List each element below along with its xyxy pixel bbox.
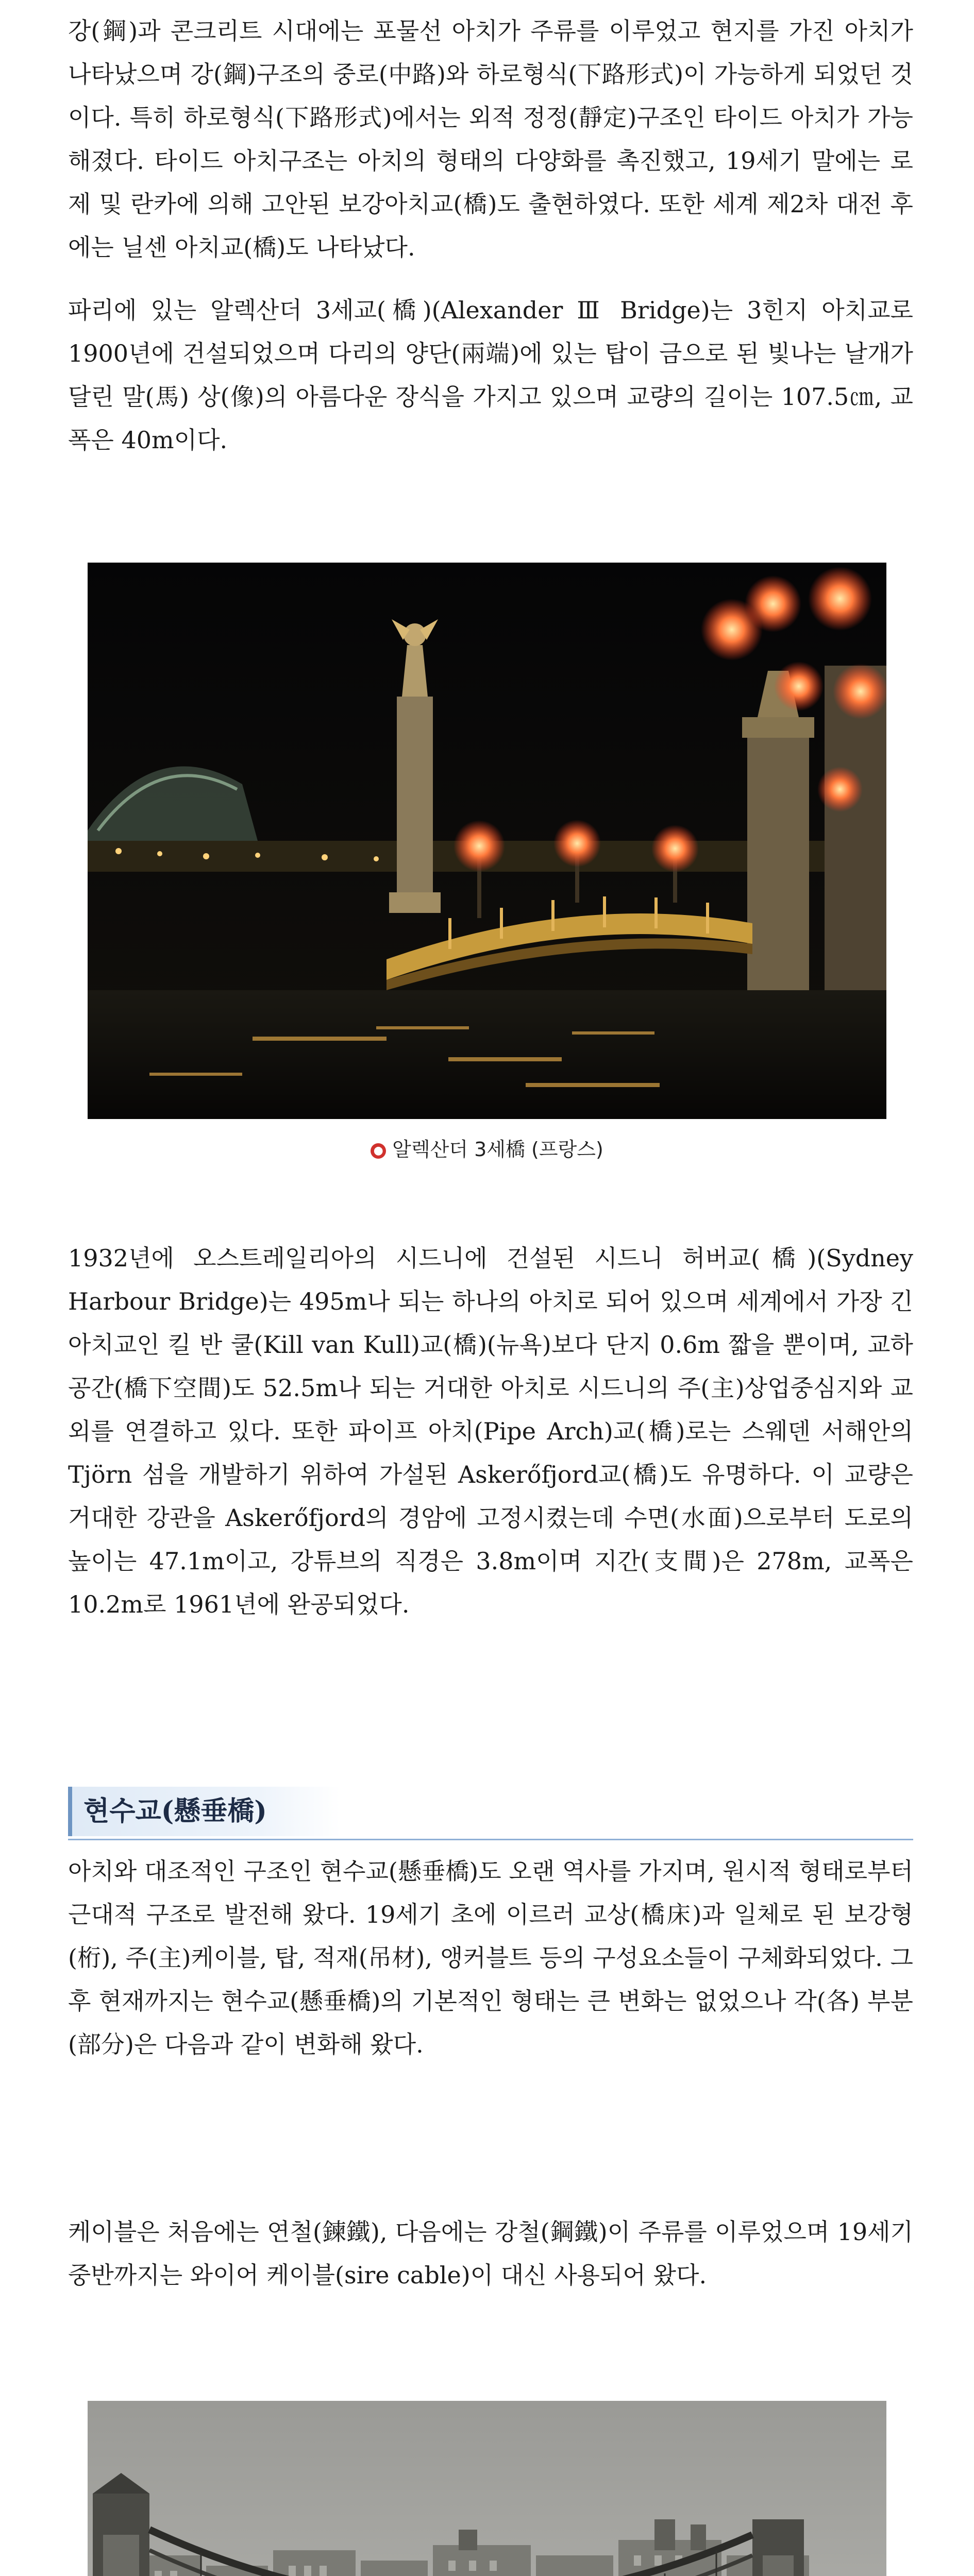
alexander-bridge-caption — [0, 1133, 974, 1162]
paragraph-arch-history: 강(鋼)과 콘크리트 시대에는 포물선 아치가 주류를 이루었고 현지를 가진 아치가 나타났으며 강(鋼)구조의 중로(中路)와 하로형식(下路形式)이 가능하게 되었던 것이다. 특히 하로형식(下路形式)에서는 외적 정정(靜定)구조인 타이드 아치가 가능해졌다. 타이드 아치구조는 아치의 형태의 다양화를 촉진했고, 19세기 말에는 로제 및 란카에 의해 고안된 보강아치교(橋)도 출현하였다. 또한 세계 제2차 대전 후에는 닐센 아치교(橋)도 나타났다. — [68, 17, 913, 261]
section-heading-suspension — [68, 1783, 913, 1840]
budapest-bridge-photo — [88, 2401, 886, 2576]
paragraph-alexander-bridge: 파리에 있는 알렉산더 3세교(橋)(Alexander Ⅲ Bridge)는 3힌지 아치교로 1900년에 건설되었으며 다리의 양단(兩端)에 있는 탑이 금으로 된 빛나는 날개가 달린 말(馬) 상(像)의 아름다운 장식을 가지고 있으며 교량의 길이는 107.5㎝, 교폭은 40m이다. — [68, 296, 913, 454]
chain-bridge-illustration — [88, 2401, 886, 2576]
paragraph-cables: 케이블은 처음에는 연철(鍊鐵), 다음에는 강철(鋼鐵)이 주류를 이루었으며 19세기 중반까지는 와이어 케이블(sire cable)이 대신 사용되어 왔다. — [68, 2218, 913, 2289]
paragraph-suspension-history: 아치와 대조적인 구조인 현수교(懸垂橋)도 오랜 역사를 가지며, 원시적 형태로부터 근대적 구조로 발전해 왔다. 19세기 초에 이르러 교상(橋床)과 일체로 된 보강형(桁), 주(主)케이블, 탑, 적재(吊材), 앵커블트 등의 구성요소들이 구체화되었다. 그 후 현재까지는 현수교(懸垂橋)의 기본적인 형태는 큰 변화는 없었으나 각(各) 부분(部分)은 다음과 같이 변화해 왔다. — [68, 1857, 913, 2058]
paragraph-sydney-harbour: 1932년에 오스트레일리아의 시드니에 건설된 시드니 허버교(橋)(Sydney Harbour Bridge)는 495m나 되는 하나의 아치로 되어 있으며 세계에서 가장 긴 아치교인 킬 반 쿨(Kill van Kull)교(橋)(뉴욕)보다 단지 0.6m 짧을 뿐이며, 교하공간(橋下空間)도 52.5m나 되는 거대한 아치로 시드니의 주(主)상업중심지와 교외를 연결하고 있다. 또한 파이프 아치(Pipe Arch)교(橋)로는 스웨덴 서해안의 Tjörn 섬을 개발하기 위하여 가설된 Askerőfjord교(橋)도 유명하다. 이 교량은 거대한 강관을 Askerőfjord의 경암에 고정시켰는데 수면(水面)으로부터 도로의 높이는 47.1m이고, 강튜브의 직경은 3.8m이며 지간(支間)은 278m, 교폭은 10.2m로 1961년에 완공되었다. — [68, 1244, 913, 1618]
photo-marker-icon: ● — [371, 1143, 386, 1159]
section-rule — [68, 1839, 913, 1840]
section-title: 현수교(懸垂橋) — [83, 1795, 267, 1827]
caption-text: 알렉산더 3세橋 (프랑스) — [392, 1138, 603, 1161]
alexander-bridge-photo — [88, 563, 886, 1119]
alexander-bridge-illustration — [88, 563, 886, 1119]
